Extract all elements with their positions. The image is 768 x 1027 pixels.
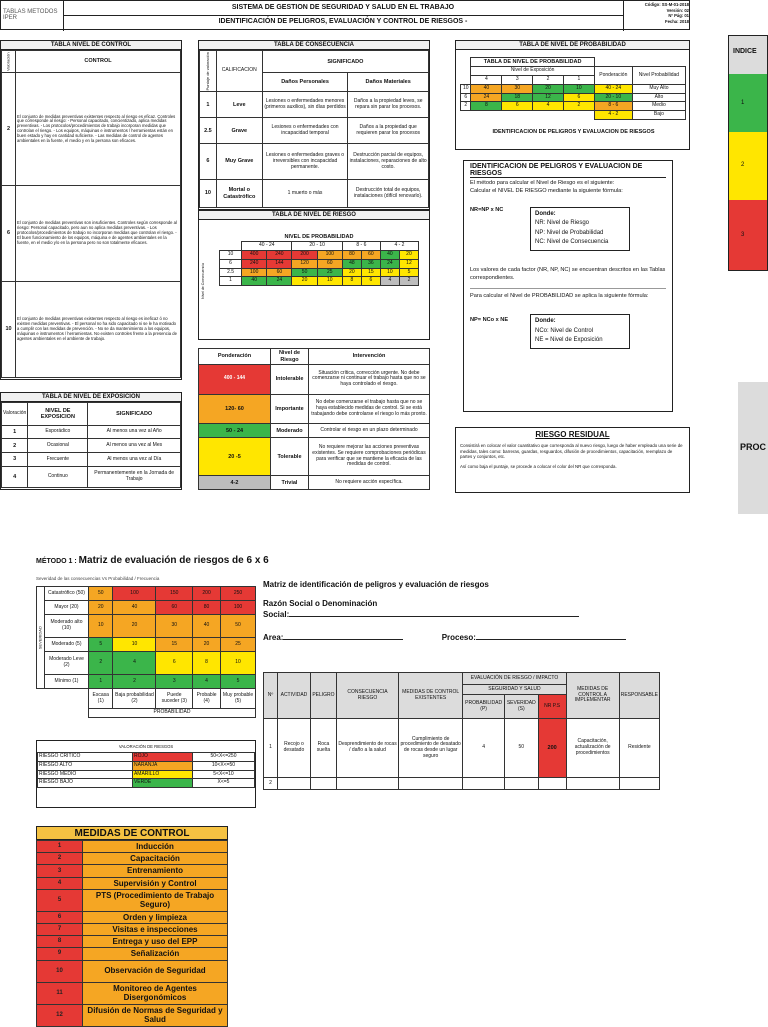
medida-row: 4 Supervisión y Control: [37, 877, 228, 889]
metodo-box: IDENTIFICACION DE PELIGROS Y EVALUACION DE RIESGOS El método para calcular el Nivel de Riesgo es el siguiente: Calcular el NIVEL DE RIESGO mediante la siguiente fórmula: NR=NP x NC Donde: NR: Nivel de Riesgo NP: Nivel de Probabilidad NC: Nivel de Consecuencia Los valores de cada factor (NR, NP, NC) se encuentran descritos en las Tablas correspondientes. Para calcular el Nivel de PROBABILIDAD se aplica la siguiente fórmula: NP= NCo x NE Donde: NCo: Nivel de Control NE = Nivel de Exposición: [463, 160, 673, 412]
header-left: TABLAS METODOS IPER: [3, 9, 58, 21]
medida-row: 6 Orden y limpieza: [37, 911, 228, 923]
medida-row: 11 Monitoreo de Agentes Disergonómicos: [37, 982, 228, 1004]
consecuencia-table: TABLA DE CONSECUENCIA Puntaje de valoración CALIFICACION SIGNIFICADO Daños Personales Daños Materiales 1 Leve Lesiones o enfermedades menores (primeros auxilios), sin días perdidos Daños a la propiedad leves, se repara sin parar los procesos. 2.5 Grave Lesiones o enfermedades con incapacidad temporal Daños a la propiedad que requieren parar los procesos 6 Muy Grave Lesiones o enfermedades graves o irreversibles con incapacidad permanente. Destrucción parcial de equipos, instalaciones, reparaciones de alto costo. 10 Mortal o Catastrófico 1 muerto o más Destrucción total de equipos, instalaciones (difícil renovarlo).: [198, 40, 430, 210]
riesgo-table: TABLA DE NIVEL DE RIESGO NIVEL DE PROBABILIDAD 40 - 24 20 - 10 8 - 6 4 - 2 10 400 240 200 100 80 60 40 20 6 240 144 120 60 48 36 24 12 2.5 100 60 50 25 20 15 10 5 1 40 24 20 10 8 6 4 2 Nivel de Consecuencia: [198, 210, 430, 340]
metodo1-title: MÉTODO 1 : Matriz de evaluación de riesgos de 6 x 6: [36, 555, 269, 566]
probabilidad-table: TABLA DE NIVEL DE PROBABILIDAD TABLA DE NIVEL DE PROBABILIDAD Nivel de Exposición Ponderación Nivel Probabilidad 4 3 2 1 10 40 30 20 10 40 - 24 Muy Alto 6 24 18 12 6 20 - 10 Alto 2 8 6 4 2 8 - 6 Medio 4 - 2 Bajo IDENTIFICACION DE PELIGROS Y EVALUACION DE RIESGOS: [455, 40, 690, 150]
exposicion-table: TABLA DE NIVEL DE EXPOSICION Valoración NIVEL DE EXPOSICION SIGNIFICADO 1 Esporádico Al menos una vez al Año 2 Ocasional Al menos una vez al Mes 3 Frecuente Al menos una vez al Día 4 Continuo Permanentemente en la Jornada de Trabajo: [0, 392, 182, 490]
medida-row: 2 Capacitación: [37, 853, 228, 865]
header-title: SISTEMA DE GESTION DE SEGURIDAD Y SALUD EN EL TRABAJO: [63, 1, 623, 16]
medida-row: 9 Señalización: [37, 948, 228, 960]
control-table: TABLA NIVEL DE CONTROL Valoración CONTROL 2 El conjunto de medidas preventivas existentes respecto al riesgo es eficaz. Controles que corresponde al riesgo: - Personal capacitado, concientizado, aplica medidas preventivas. - Los protocolos/procedimientos de trabajo incorporan medidas que controlan el riesgo. - Los equipos, máquinas e instrumentos / herramientas están en buen estado y hay en cantidad suficiente. - Las medidas de control de agentes ambientales en la fuente, el medio y en la persona son eficaces. 6 El conjunto de medidas preventivas son insuficientes. Controles según corresponde al riesgo: Personal capacitado, pero aun no aplica medidas preventivas. - Los protocolos/procedimientos de trabajo no incorporan medidas que controlan el riesgo. - El buen funcionamiento de los equipos, máquina e de agentes ambientales en la fuente, en el medio y/o en la persona pero no son totalmente eficaces. 10 El conjunto de medidas preventivas existentes respecto al riesgo es ineficaz ó no existen medidas preventivas. - El personal no ha sido capacitado ni se le ha motivado a cumplir con las medidas de prevención. - No se da mantenimiento a los equipos, máquinas e instrumentos / herramientas. No existen controles frente a la presencia de agentes ambientales en el ambiente de trabajo.: [0, 40, 182, 380]
metodo1-subtitle: Severidad de las consecuencias Vs Probabilidad / Frecuencia: [36, 576, 160, 581]
header-code: Código: SS-M-01-2018 Versión: 02 Nº Pág: 01 Fecha: 2018: [644, 2, 689, 24]
medida-row: 7 Visitas e inspecciones: [37, 923, 228, 935]
metodo1-matrix: SEVERIDAD Catastrófico (50) 50 100 150 200 250 Mayor (20) 20 40 60 80 100 Moderado alto (10) 10 20 30 40 50 Moderado (5) 5 10 15 20 25 Moderado Leve (2) 2 4 6 8 10 Mínimo (1) 1 2 3 4 5 Escasa (1) Baja probabilidad (2) Puede suceder (3) Probable (4) Muy probable (5) PROBABILIDAD: [36, 586, 256, 718]
riesgo-residual: RIESGO RESIDUAL Consistirá en colocar el valor cuantitativo que corresponda al nuevo riesgo, luego de haber empleado una serie de medidas, tales como: barreras, guardas, resguardos, difusión de procedimientos, capacitación, reemplazo de partes y conjuntos, etc. Así como baja el puntaje, se procede a colocar el color del NR que corresponda.: [455, 427, 690, 493]
medidas-control: MEDIDAS DE CONTROL 1 Inducción 2 Capacitación 3 Entrenamiento 4 Supervisión y Control 5 PTS (Procedimiento de Trabajo Seguro) 6 Orden y limpieza 7 Visitas e inspecciones 8 Entrega y uso del EPP 9 Señalización 10 Observación de Seguridad 11 Monitoreo de Agentes Disergonómicos 12 Difusión de Normas de Seguridad y Salud: [36, 826, 228, 1027]
medida-row: 5 PTS (Procedimiento de Trabajo Seguro): [37, 889, 228, 911]
medida-row: 10 Observación de Seguridad: [37, 960, 228, 982]
medida-row: 12 Difusión de Normas de Seguridad y Salud: [37, 1004, 228, 1026]
matriz-table: Nº ACTIVIDAD PELIGRO CONSECUENCIA RIESGO MEDIDAS DE CONTROL EXISTENTES EVALUACIÓN DE RIESGO / IMPACTO MEDIDAS DE CONTROL A IMPLEMENTAR RESPONSABLE SEGURIDAD Y SALUD PROBABILIDAD (P) SEVERIDAD (S) NR P.S 1 Recojo o desatado Roca suelta Desprendimiento de rocas / daño a la salud Cumplimiento de procedimiento de desatado de rocas desde un lugar seguro 4 50 200 Capacitación, actualización de procedimientos Residente 2: [263, 672, 660, 790]
right-side-panel: INDICE 1 2 3: [728, 35, 768, 271]
intervencion-table: Ponderación Nivel de Riesgo Intervención 400 - 144 Intolerable Situación crítica, corrección urgente. No debe comenzarse ni continuar el trabajo hasta que no se haya controlado el riesgo. 120- 60 Importante No debe comenzarse el trabajo hasta que no se haya establecido medidas de control. Si se está trabajando debe controlarse el riesgo lo más pronto. 50 - 24 Moderado Controlar el riesgo en un plazo determinado 20 -5 Tolerable No requiere mejorar las acciones preventivas existentes. Se requiere comprobaciones periódicas para verificar que se mantiene la eficacia de las medidas de control. 4-2 Trivial No requiere acción específica.: [198, 348, 430, 490]
medida-row: 1 Inducción: [37, 841, 228, 853]
medida-row: 8 Entrega y uso del EPP: [37, 936, 228, 948]
header-subtitle: IDENTIFICACIÓN DE PELIGROS, EVALUACIÓN Y CONTROL DE RIESGOS -: [218, 18, 468, 25]
right-proc: PROC: [738, 382, 768, 514]
valoracion-table: VALORACIÓN DE RIESGOS RIESGO CRITICO ROJO 50<X<=250 RIESGO ALTO NARANJA 10<X<=50 RIESGO MEDIO AMARILLO 5<X<=10 RIESGO BAJO VERDE X<=5: [36, 740, 256, 808]
matriz-header: Matriz de identificación de peligros y evaluación de riesgos Razón Social o Denominación Social: Area: Proceso:: [263, 580, 663, 642]
medida-row: 3 Entrenamiento: [37, 865, 228, 877]
header: [0, 0, 690, 30]
